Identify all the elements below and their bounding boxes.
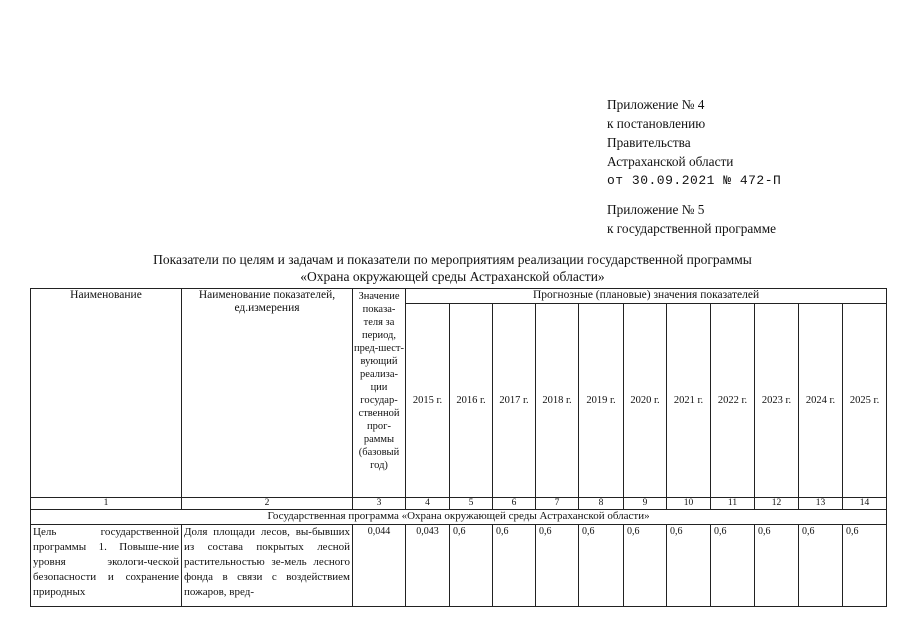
value-cell: 0,6 [711,525,755,607]
document-title-line2: «Охрана окружающей среды Астраханской области» [300,269,605,284]
header-year: 2015 г. [406,304,450,498]
header-year: 2020 г. [624,304,667,498]
header-year: 2021 г. [667,304,711,498]
column-number: 5 [450,498,493,510]
header-year: 2016 г. [450,304,493,498]
value-cell: 0,6 [579,525,624,607]
header-year: 2024 г. [799,304,843,498]
appendix-4-title: Приложение № 4 [607,97,705,112]
appendix-4-line2: к постановлению [607,116,706,131]
header-year: 2023 г. [755,304,799,498]
value-cell: 0,6 [799,525,843,607]
column-number: 9 [624,498,667,510]
column-number: 3 [353,498,406,510]
column-number: 14 [843,498,887,510]
document-title-line1: Показатели по целям и задачам и показатели по мероприятиям реализации государственной программы [153,252,752,267]
appendix-5-title: Приложение № 5 [607,202,705,217]
indicator-cell: Доля площади лесов, вы-бывших из состава покрытых лесной растительностью зе-мель лесного фонда в связи с воздействием пожаров, вред- [182,525,353,607]
header-name: Наименование [31,289,182,498]
column-number: 13 [799,498,843,510]
value-cell: 0,6 [755,525,799,607]
header-row-1 [31,289,887,304]
header-base-value: Значение показа-теля за период, пред-шест-вующий реализа-ции государ-ственной прог-раммы (базовый год) [353,289,406,498]
column-number: 4 [406,498,450,510]
header-year: 2018 г. [536,304,579,498]
appendix-4-line4: Астраханской области [607,154,734,169]
value-cell: 0,6 [493,525,536,607]
header-year: 2019 г. [579,304,624,498]
appendix-5-line2: к государственной программе [607,221,777,236]
goal-cell: Цель государственной программы 1. Повыше-ние уровня экологи-ческой безопасности и сохранение природных [31,525,182,607]
section-title: Государственная программа «Охрана окружающей среды Астраханской области» [31,510,887,525]
value-cell: 0,6 [667,525,711,607]
value-cell: 0,043 [406,525,450,607]
table-row [31,525,887,607]
column-number: 11 [711,498,755,510]
column-number: 7 [536,498,579,510]
document-title [0,251,905,285]
column-number: 8 [579,498,624,510]
header-indicator: Наименование показателей, ед.измерения [182,289,353,498]
column-number: 12 [755,498,799,510]
section-row [31,510,887,525]
appendix-4-date-number: от 30.09.2021 № 472-П [607,173,782,188]
base-value-cell: 0,044 [353,525,406,607]
column-number: 6 [493,498,536,510]
appendix-5-block [607,200,776,238]
header-year: 2017 г. [493,304,536,498]
value-cell: 0,6 [450,525,493,607]
appendix-4-block [607,95,781,190]
value-cell: 0,6 [536,525,579,607]
header-year: 2022 г. [711,304,755,498]
column-number: 2 [182,498,353,510]
header-forecast: Прогнозные (плановые) значения показателей [406,289,887,304]
value-cell: 0,6 [624,525,667,607]
column-number: 10 [667,498,711,510]
header-year: 2025 г. [843,304,887,498]
appendix-4-line3: Правительства [607,135,691,150]
column-number-row [31,498,887,510]
indicators-table [30,288,887,607]
value-cell: 0,6 [843,525,887,607]
column-number: 1 [31,498,182,510]
